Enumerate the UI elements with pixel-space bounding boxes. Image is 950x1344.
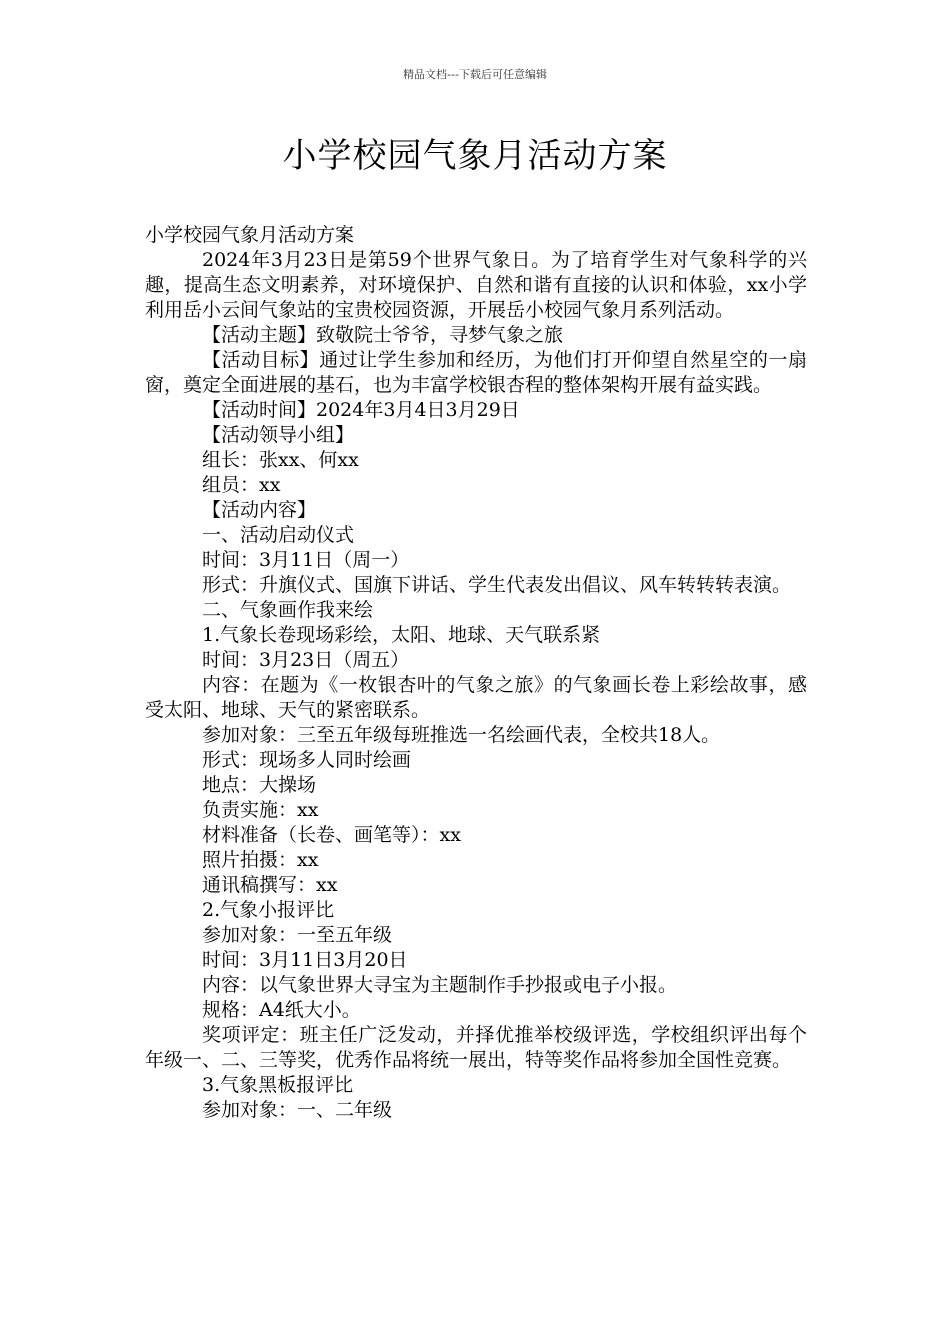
body-paragraph: 时间：3月11日（周一） (202, 549, 410, 571)
body-paragraph: 【活动主题】致敬院士爷爷，寻梦气象之旅 (202, 324, 564, 346)
body-paragraph: 【活动领导小组】 (202, 424, 355, 446)
document-title: 小学校园气象月活动方案 (282, 136, 668, 176)
body-paragraph: 通讯稿撰写：xx (202, 874, 338, 896)
body-paragraph: 【活动目标】通过让学生参加和经历，为他们打开仰望自然星空的一扇窗，奠定全面进展的基石，也为丰富学校银杏程的整体架构开展有益实践。 (145, 349, 807, 396)
body-paragraph: 【活动时间】2024年3月4日3月29日 (202, 399, 520, 421)
body-paragraph: 【活动内容】 (202, 499, 317, 521)
body-paragraph: 照片拍摄：xx (202, 849, 319, 871)
body-paragraph: 地点：大操场 (202, 774, 317, 796)
body-paragraph: 内容：在题为《一枚银杏叶的气象之旅》的气象画长卷上彩绘故事，感受太阳、地球、天气的紧密联系。 (145, 674, 807, 721)
body-paragraph: 二、气象画作我来绘 (202, 599, 374, 621)
body-paragraph: 时间：3月23日（周五） (202, 649, 410, 671)
page-header-note: 精品文档---下载后可任意编辑 (403, 68, 547, 81)
body-paragraph: 形式：现场多人同时绘画 (202, 749, 412, 771)
body-paragraph: 参加对象：一至五年级 (202, 924, 393, 946)
body-paragraph: 参加对象：一、二年级 (202, 1099, 393, 1121)
body-paragraph: 材料准备（长卷、画笔等）：xx (202, 824, 461, 846)
body-paragraph: 规格：A4纸大小。 (202, 999, 361, 1021)
body-paragraph: 负责实施：xx (202, 799, 319, 821)
body-paragraph: 时间：3月11日3月20日 (202, 949, 408, 971)
body-paragraph: 参加对象：三至五年级每班推选一名绘画代表，全校共18人。 (202, 724, 721, 746)
body-paragraph: 小学校园气象月活动方案 (145, 224, 355, 246)
body-paragraph: 2024年3月23日是第59个世界气象日。为了培育学生对气象科学的兴趣，提高生态文明素养，对环境保护、自然和谐有直接的认识和体验，xx小学利用岳小云间气象站的宝贵校园资源，开展岳小校园气象月系列活动。 (145, 249, 807, 321)
body-paragraph: 1.气象长卷现场彩绘，太阳、地球、天气联系紧 (202, 624, 601, 646)
body-paragraph: 内容：以气象世界大寻宝为主题制作手抄报或电子小报。 (202, 974, 678, 996)
body-paragraph: 组员：xx (202, 474, 281, 496)
body-paragraph: 2.气象小报评比 (202, 899, 335, 921)
body-paragraph: 组长：张xx、何xx (202, 449, 359, 471)
document-body (145, 223, 807, 1123)
body-paragraph: 形式：升旗仪式、国旗下讲话、学生代表发出倡议、风车转转转表演。 (202, 574, 792, 596)
body-paragraph: 3.气象黑板报评比 (202, 1074, 354, 1096)
body-paragraph: 奖项评定：班主任广泛发动，并择优推举校级评选，学校组织评出每个年级一、二、三等奖，优秀作品将统一展出，特等奖作品将参加全国性竞赛。 (145, 1024, 807, 1071)
body-paragraph: 一、活动启动仪式 (202, 524, 355, 546)
